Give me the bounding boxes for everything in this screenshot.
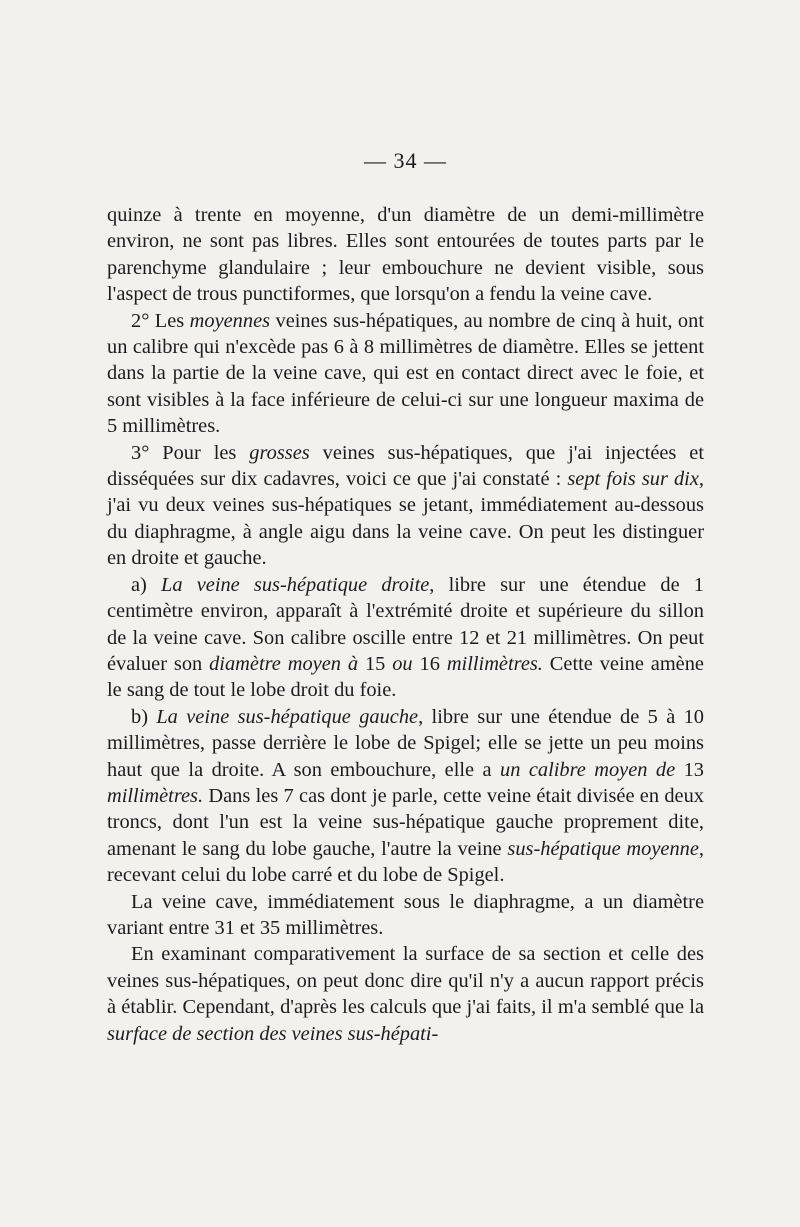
italic-text: millimètres.: [446, 652, 543, 675]
text-run: b): [131, 705, 157, 728]
page-number: — 34 —: [364, 148, 447, 173]
italic-text: moyennes: [189, 309, 271, 332]
body-text: [107, 202, 704, 1047]
text-run: a): [131, 573, 162, 596]
paragraph: [107, 308, 704, 440]
italic-text: La veine sus-hépatique droite: [161, 573, 430, 596]
italic-text: un calibre moyen de: [500, 758, 676, 781]
italic-text: surface de section des veines sus-hépati-: [107, 1022, 439, 1045]
text-run: , recevant celui du lobe carré et du lobe de Spigel.: [107, 837, 704, 887]
italic-text: diamètre moyen à: [209, 652, 359, 675]
italic-text: sus-hépatique moyenne: [507, 837, 699, 860]
text-run: 3° Pour les: [131, 441, 250, 464]
paragraph: [107, 572, 704, 704]
text-run: veines sus-hépatiques, au nombre de cinq à huit, ont un calibre qui n'excède pas 6 à 8 millimètres de diamètre. Elles se jettent dans la partie de la veine cave, qui est en contact direct avec le foie, et sont visibles à la face inférieure de celui-ci sur une longueur maxima de 5 millimètres.: [107, 309, 704, 438]
text-run: La veine cave, immédiatement sous le diaphragme, a un diamètre variant entre 31 et 35 millimètres.: [107, 890, 704, 939]
text-run: 13: [675, 758, 704, 781]
text-run: veines sus-hépatiques, que j'ai injectées et disséquées sur dix cadavres, voici ce que j'ai constaté :: [107, 441, 704, 491]
italic-text: millimètres.: [107, 784, 204, 807]
text-run: Dans les 7 cas dont je parle, cette veine était divisée en deux troncs, dont l'un est la veine sus-hépatique gauche proprement dite, amenant le sang du lobe gauche, l'autre la veine: [107, 784, 704, 860]
italic-text: sept fois sur dix: [567, 468, 699, 491]
text-run: En examinant comparativement la surface de sa section et celle des veines sus-hépatiques, on peut donc dire qu'il n'y a aucun rapport précis à établir. Cependant, d'après les calculs que j'ai faits, il m'a semblé que la: [107, 943, 704, 1019]
italic-text: grosses: [249, 441, 310, 464]
text-run: , j'ai vu deux veines sus-hépatiques se jetant, immédiatement au-dessous du diaphragme, à angle aigu dans la veine cave. On peut les distinguer en droite et gauche.: [107, 468, 705, 570]
text-run: 16: [412, 652, 447, 675]
paragraph: [107, 202, 704, 308]
paragraph: [107, 440, 704, 572]
text-run: , libre sur une étendue de 1 centimètre environ, apparaît à l'extrémité droite et supérieure du sillon de la veine cave. Son calibre oscille entre 12 et 21 millimètres. On peut évaluer son: [107, 573, 704, 675]
text-run: 2° Les: [131, 309, 190, 332]
paragraph: [107, 704, 704, 889]
paragraph: [107, 941, 704, 1047]
text-run: quinze à trente en moyenne, d'un diamètre de un demi-millimètre environ, ne sont pas libres. Elles sont entourées de toutes parts par le parenchyme glandulaire ; leur embouchure ne devient visible, sous l'aspect de trous punctiformes, que lorsqu'on a fendu la veine cave.: [107, 204, 704, 306]
italic-text: ou: [392, 652, 413, 675]
italic-text: La veine sus-hépatique gauche: [156, 705, 419, 728]
text-run: , libre sur une étendue de 5 à 10 millimètres, passe derrière le lobe de Spigel; elle se jette un peu moins haut que la droite. A son embouchure, elle a: [107, 705, 704, 781]
paragraph: [107, 889, 704, 942]
text-run: 15: [358, 652, 393, 675]
text-run: Cette veine amène le sang de tout le lobe droit du foie.: [107, 652, 704, 702]
